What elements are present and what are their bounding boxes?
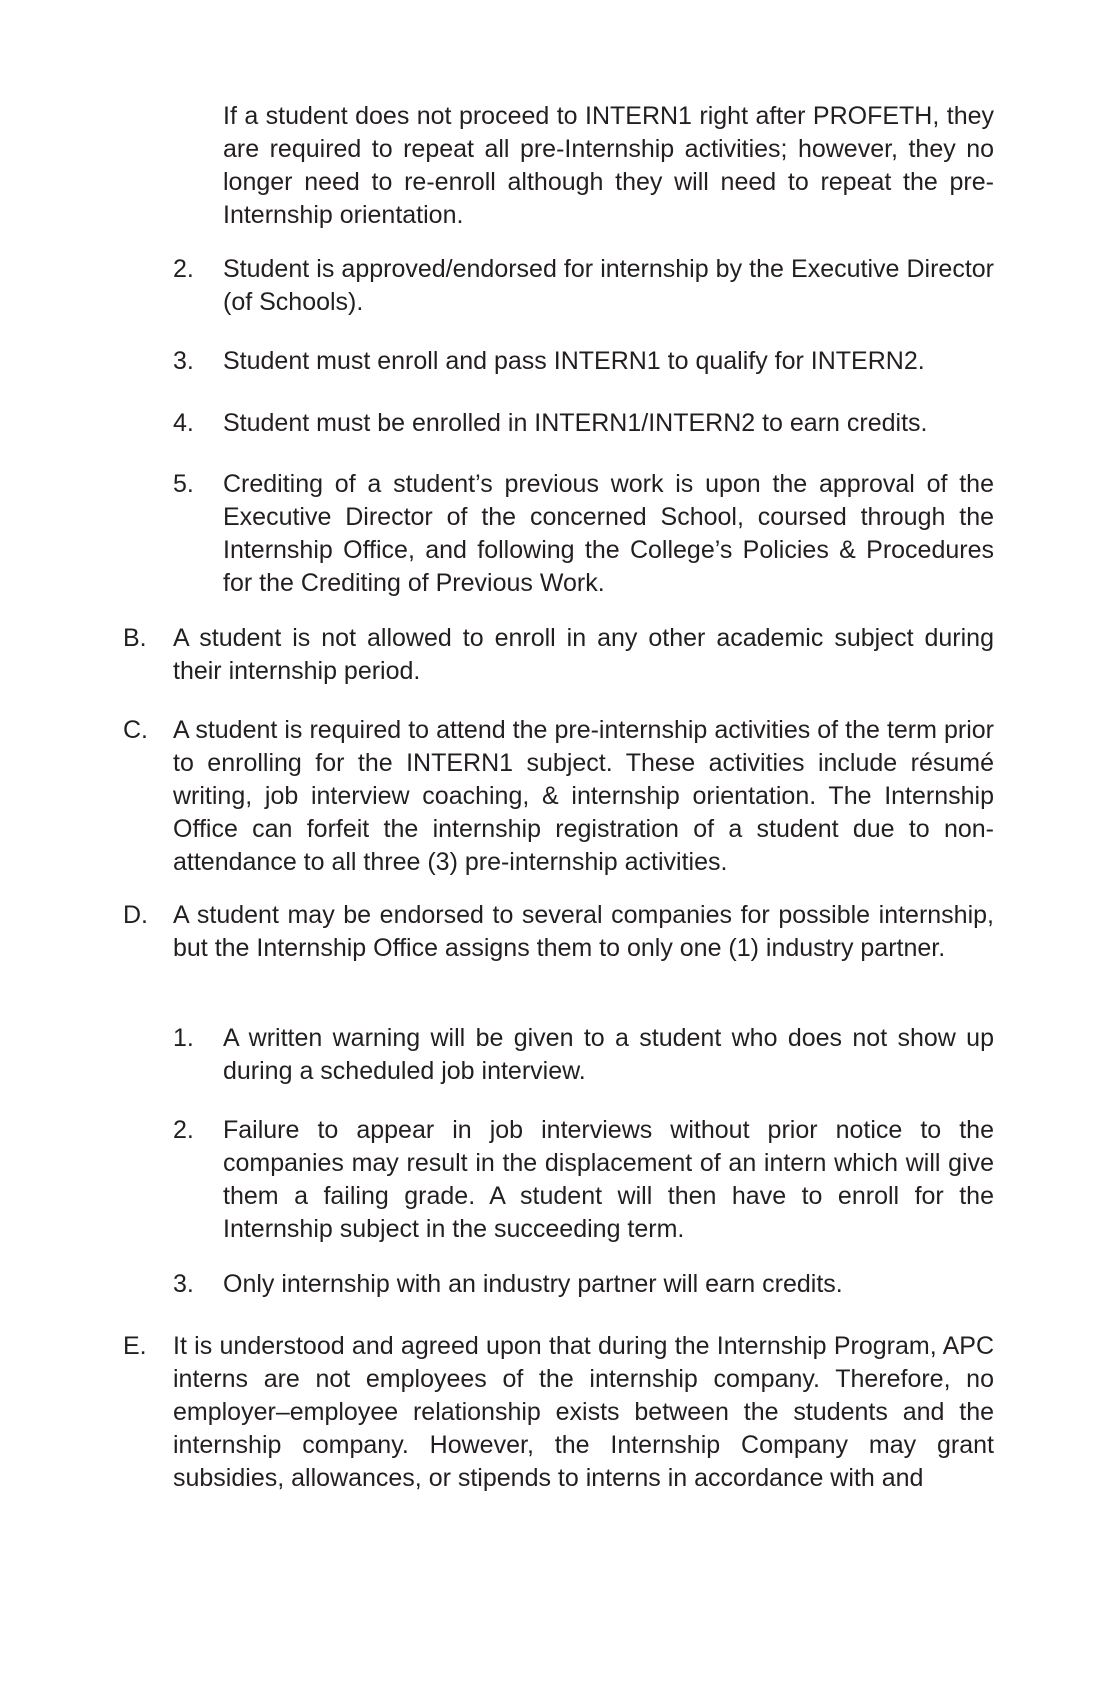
- item-3-text: Student must enroll and pass INTERN1 to qualify for INTERN2.: [223, 347, 925, 375]
- section-b-marker: B.: [123, 624, 147, 652]
- item-4-text: Student must be enrolled in INTERN1/INTERN2 to earn credits.: [223, 409, 928, 437]
- item-2-marker: 2.: [173, 255, 194, 283]
- section-b-text: A student is not allowed to enroll in any other academic subject during their internship period.: [173, 624, 994, 685]
- section-e-text: It is understood and agreed upon that during the Internship Program, APC interns are not employees of the internship company. Therefore, no employer–employee relationship exists between the students and the internship company. However, the Internship Company may grant subsidies, allowances, or stipends to interns in accordance with and: [173, 1332, 994, 1492]
- section-e-marker: E.: [123, 1332, 147, 1360]
- section-c-marker: C.: [123, 716, 148, 744]
- item-5-text: Crediting of a student’s previous work is upon the approval of the Executive Director of the concerned School, coursed through the Internship Office, and following the College’s Policies & Procedures for the Crediting of Previous Work.: [223, 470, 994, 597]
- section-d-marker: D.: [123, 901, 148, 929]
- item-3-marker: 3.: [173, 347, 194, 375]
- section-d-item-1-text: A written warning will be given to a student who does not show up during a scheduled job interview.: [223, 1024, 994, 1085]
- section-d-item-2-marker: 2.: [173, 1116, 194, 1144]
- item-5-marker: 5.: [173, 470, 194, 498]
- section-d-item-2-text: Failure to appear in job interviews without prior notice to the companies may result in the displacement of an intern which will give them a failing grade. A student will then have to enroll for the Internship subject in the succeeding term.: [223, 1116, 994, 1243]
- section-d-text: A student may be endorsed to several companies for possible internship, but the Internship Office assigns them to only one (1) industry partner.: [173, 901, 994, 962]
- section-d-item-1-marker: 1.: [173, 1024, 194, 1052]
- section-c-text: A student is required to attend the pre-internship activities of the term prior to enrolling for the INTERN1 subject. These activities include résumé writing, job interview coaching, & internship orientation. The Internship Office can forfeit the internship registration of a student due to non-attendance to all three (3) pre-internship activities.: [173, 716, 994, 876]
- item-2-text: Student is approved/endorsed for internship by the Executive Director (of Schools).: [223, 255, 994, 316]
- item-1-continuation: If a student does not proceed to INTERN1 right after PROFETH, they are required to repeat all pre-Internship activities; however, they no longer need to re-enroll although they will need to repeat the pre-Internship orientation.: [223, 102, 994, 229]
- section-d-item-3-marker: 3.: [173, 1270, 194, 1298]
- item-4-marker: 4.: [173, 409, 194, 437]
- section-d-item-3-text: Only internship with an industry partner will earn credits.: [223, 1270, 843, 1298]
